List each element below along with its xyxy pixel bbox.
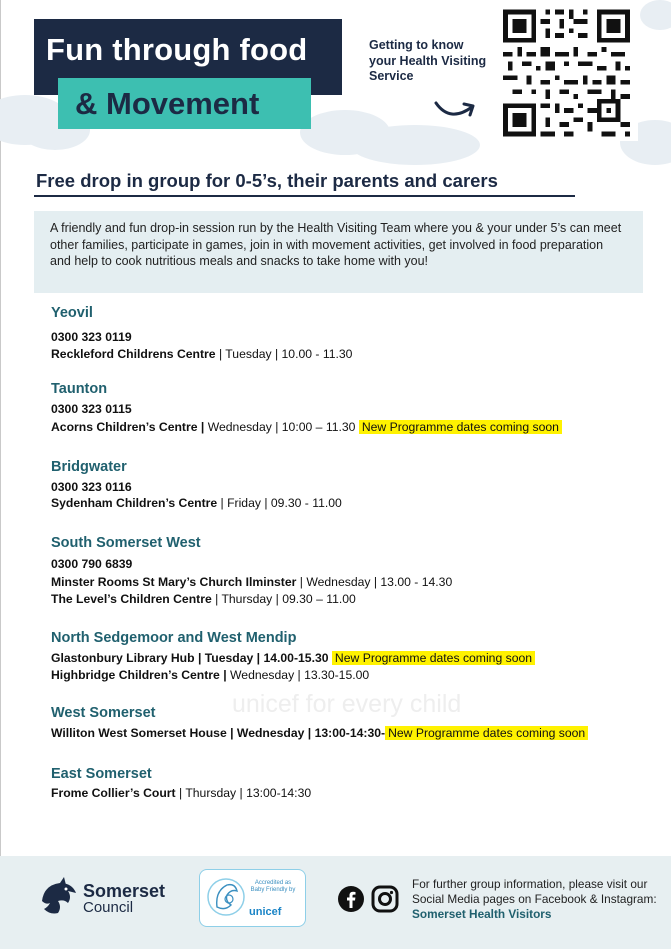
highlight-note: New Programme dates coming soon [332,651,535,665]
baby-friendly-text: Accredited as Baby Friendly by [250,880,296,893]
subtitle-underline [34,195,575,197]
session-detail: | Tuesday | 10.00 - 11.30 [215,347,353,361]
instagram-icon[interactable] [371,885,399,913]
venue-name: Frome Collier’s Court [51,786,176,800]
unicef-logo-text: unicef [249,906,282,918]
session-detail: | Thursday | 09.30 – 11.00 [211,592,356,606]
venue-name: Williton West Somerset House | Wednesday | 13:00-14:30- [51,726,386,740]
session-levels [51,592,356,606]
page-border [0,0,1,949]
location-title-bridgwater: Bridgwater [51,459,127,475]
qr-caption: Getting to know your Health Visiting Service [369,38,487,83]
phone-yeovil: 0300 323 0119 [51,330,132,344]
venue-name: Highbridge Children’s Centre | [51,668,227,682]
venue-name: Reckleford Childrens Centre [51,347,216,361]
session-detail: Wednesday | 13.30-15.00 [226,668,370,682]
qr-code-icon[interactable] [495,5,638,141]
council-name-sub: Council [83,899,134,916]
somerset-dragon-logo-icon [38,877,80,919]
venue-name: The Level’s Children Centre [51,592,212,606]
phone-bridgwater: 0300 323 0116 [51,480,132,494]
session-detail: | Wednesday | 13.00 - 14.30 [296,575,453,589]
location-title-yeovil: Yeovil [51,305,93,321]
unicef-watermark: unicef for every child [232,690,462,718]
session-ilminster [51,575,452,589]
session-frome [51,786,311,800]
session-bridgwater [51,496,342,510]
venue-name: Glastonbury Library Hub | Tuesday | 14.00-15.30 [51,651,332,665]
footer-info [412,877,662,922]
page-title-secondary: & Movement [75,86,260,121]
session-glastonbury [51,651,535,665]
session-williton [51,726,588,740]
session-highbridge [51,668,369,682]
subtitle: Free drop in group for 0-5’s, their parents and carers [36,170,498,191]
cloud-decoration [640,0,671,30]
mother-baby-icon [205,873,247,921]
highlight-note: New Programme dates coming soon [359,420,562,434]
location-title-taunton: Taunton [51,381,108,397]
session-taunton [51,420,562,434]
location-title-west-somerset: West Somerset [51,705,156,721]
location-title-south-somerset-west: South Somerset West [51,535,201,551]
session-detail: | Friday | 09.30 - 11.00 [217,496,342,510]
social-link[interactable]: Somerset Health Visitors [412,907,552,921]
venue-name: Sydenham Children’s Centre [51,496,218,510]
session-detail: Wednesday | 10:00 – 11.30 [204,420,359,434]
phone-taunton: 0300 323 0115 [51,402,132,416]
phone-south-somerset-west: 0300 790 6839 [51,557,133,571]
highlight-note: New Programme dates coming soon [385,726,588,740]
venue-name: Minster Rooms St Mary’s Church Ilminster [51,575,297,589]
intro-text: A friendly and fun drop-in session run by the Health Visiting Team where you & your under 5’s can meet other families, participate in games, join in with movement activities, get involved in food preparation and help to cook nutritious meals and snacks to take home with you! [50,221,622,268]
curved-arrow-icon [432,95,480,121]
footer-info-text: For further group information, please visit our Social Media pages on Facebook & Instagram: [412,877,657,906]
facebook-icon[interactable] [337,885,365,913]
page-title: Fun through food [46,32,308,67]
cloud-decoration [350,125,480,165]
council-name: Somerset [83,881,166,901]
session-yeovil [51,347,352,361]
intro-box [34,211,643,293]
location-title-east-somerset: East Somerset [51,766,152,782]
venue-name: Acorns Children’s Centre | [51,420,205,434]
session-detail: | Thursday | 13:00-14:30 [175,786,312,800]
location-title-north-sedgemoor: North Sedgemoor and West Mendip [51,630,297,646]
